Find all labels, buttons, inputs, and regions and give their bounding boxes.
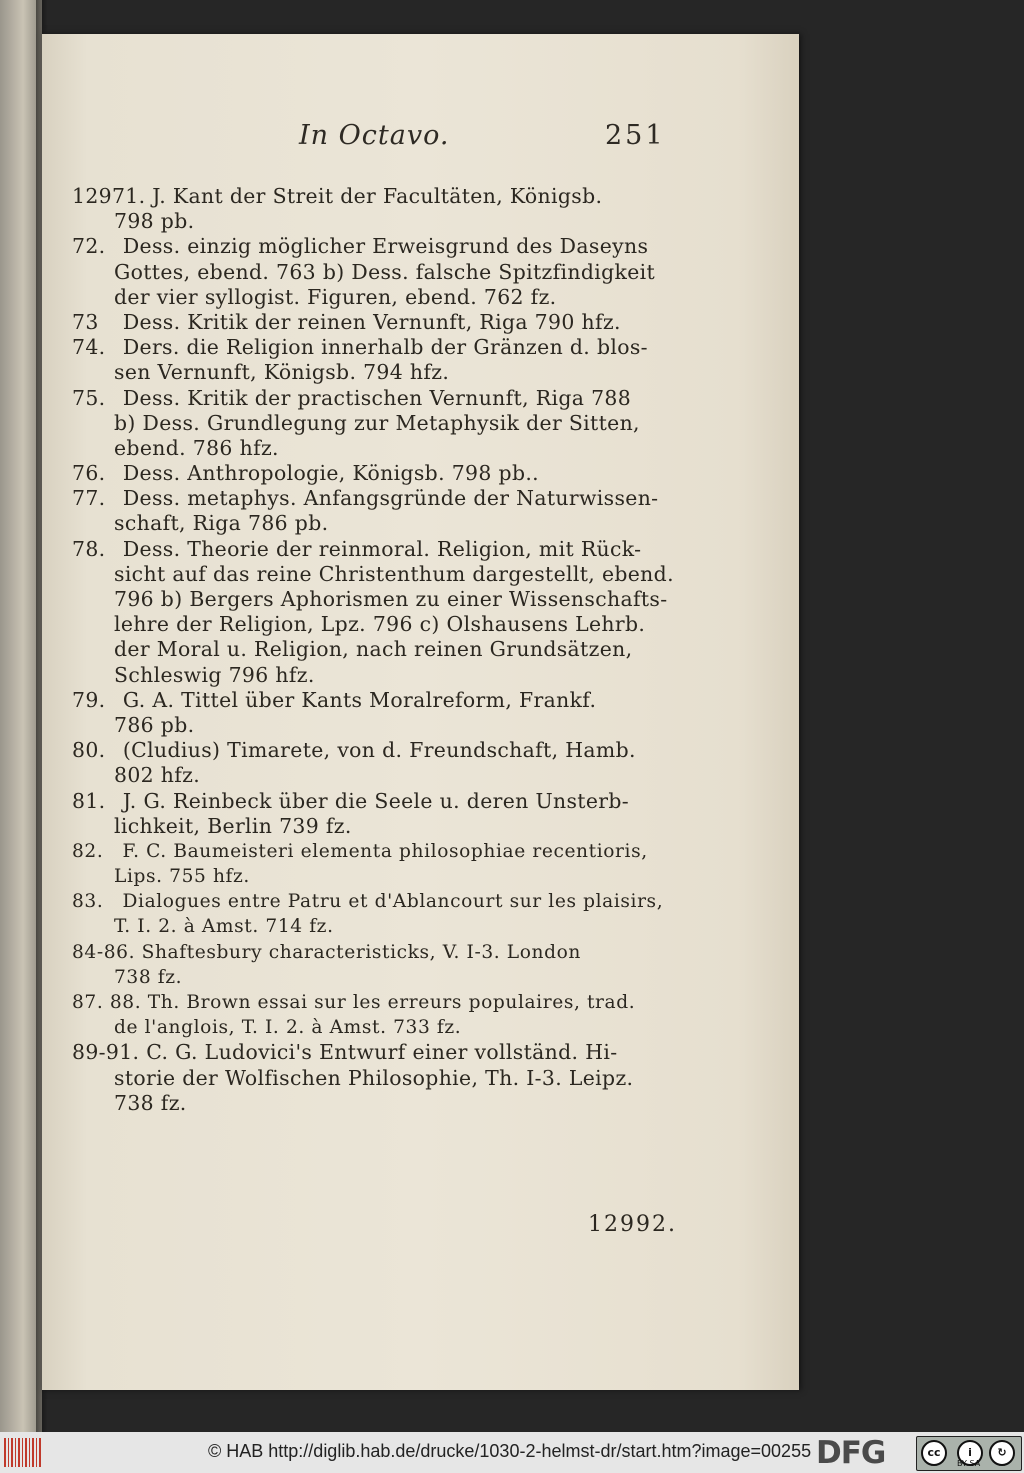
entry-line [72,789,672,814]
attribution-icon: i [957,1440,983,1466]
entry-text: J. G. Reinbeck über die Seele u. deren Unsterb- [122,788,629,813]
entry-text: T. I. 2. à Amst. 714 fz. [114,916,334,938]
closing-catch-number: 12992. [588,1212,677,1237]
entry-number: 82. [72,840,104,862]
entry-text: storie der Wolfischen Philosophie, Th. I-3. Leipz. [114,1065,634,1090]
entry-text: sicht auf das reine Christenthum dargestellt, ebend. [114,561,674,586]
entry-text: Ders. die Religion innerhalb der Gränzen d. blos- [122,335,648,360]
entry-number: 89-91. [72,1040,140,1065]
entry-number: 75. [72,385,106,410]
entry-line [72,1091,672,1116]
entry-number: 12971. [72,184,146,208]
viewer-footer [0,1432,1024,1473]
entry-line [72,310,672,335]
entry-text: (Cludius) Timarete, von d. Freundschaft, Hamb. [122,738,636,763]
entry-text: G. A. Tittel über Kants Moralreform, Frankf. [122,687,597,712]
entry-text: Dess. Anthropologie, Königsb. 798 pb.. [122,461,540,486]
entry-line [72,411,672,436]
entry-line [72,940,672,965]
entry-number: 74. [72,335,106,360]
entry-text: 738 fz. [114,1090,187,1115]
book-page [42,34,799,1390]
entry-line [72,461,672,486]
entry-line [72,537,672,562]
entry-text: der Moral u. Religion, nach reinen Grundsätzen, [114,637,633,662]
entry-line [72,562,672,587]
entry-number: 81. [72,788,106,813]
entry-line [72,1015,672,1040]
entry-text: Shaftesbury characteristicks, V. I-3. London [141,941,581,963]
entry-text: 802 hfz. [114,763,201,788]
entry-text: 738 fz. [114,966,183,988]
page-number: 251 [605,120,666,151]
entry-text: C. G. Ludovici's Entwurf einer vollständ. Hi- [146,1040,618,1065]
running-title: In Octavo. [299,120,450,151]
share-alike-icon: ↻ [989,1440,1015,1466]
barcode-icon [4,1438,42,1467]
entry-number: 72. [72,234,106,259]
entry-number: 73 [72,309,99,334]
entry-line [72,1040,672,1065]
entry-line [72,814,672,839]
entry-text: F. C. Baumeisteri elementa philosophiae recentioris, [122,840,648,862]
entry-number: 80. [72,738,106,763]
entry-number: 79. [72,687,106,712]
entry-text: 786 pb. [114,712,195,737]
license-label: BY SA [957,1459,981,1468]
entry-text: Dess. Kritik der practischen Vernunft, Riga 788 [122,385,632,410]
entry-text: 796 b) Bergers Aphorismen zu einer Wissenschafts- [114,587,668,611]
entry-line [72,889,672,914]
entry-line [72,285,672,310]
entry-text: Dess. Kritik der reinen Vernunft, Riga 790 hfz. [122,309,621,334]
entry-line [72,914,672,939]
entry-text: Lips. 755 hfz. [114,866,250,888]
entry-line [72,184,672,209]
running-head [42,120,799,160]
dfg-logo: DFG [816,1435,886,1471]
entry-line [72,688,672,713]
entry-text: der vier syllogist. Figuren, ebend. 762 fz. [114,284,557,309]
entry-text: Th. Brown essai sur les erreurs populaires, trad. [147,992,636,1013]
entry-line [72,260,672,285]
entry-text: lichkeit, Berlin 739 fz. [114,813,352,838]
entry-line [72,763,672,788]
entry-line [72,335,672,360]
entry-line [72,486,672,511]
entry-number: 78. [72,536,106,561]
entry-text: Gottes, ebend. 763 b) Dess. falsche Spitzfindigkeit [114,259,656,284]
entry-number: 87. 88. [72,992,142,1013]
entry-line [72,839,672,864]
cc-icon: cc [921,1440,947,1466]
entry-text: ebend. 786 hfz. [114,435,279,460]
entry-number: 76. [72,461,106,486]
entry-line [72,1066,672,1091]
entry-text: J. Kant der Streit der Facultäten, Königsb. [152,184,603,208]
entry-text: Schleswig 796 hfz. [114,662,315,687]
entry-text: Dess. Theorie der reinmoral. Religion, mit Rück- [122,536,642,561]
entry-text: de l'anglois, T. I. 2. à Amst. 733 fz. [114,1017,462,1039]
entry-line [72,386,672,411]
entry-text: sen Vernunft, Königsb. 794 hfz. [114,360,450,385]
entry-text: 798 pb. [114,209,195,234]
cc-license-badge[interactable] [916,1436,1022,1471]
entry-number: 77. [72,486,106,511]
entry-line [72,990,672,1015]
entry-line [72,864,672,889]
entry-line [72,234,672,259]
entry-text: Dess. einzig möglicher Erweisgrund des Daseyns [122,234,649,259]
entry-line [72,965,672,990]
entry-text: schaft, Riga 786 pb. [114,511,329,536]
entry-line [72,637,672,662]
entry-line [72,209,672,234]
entry-text: lehre der Religion, Lpz. 796 c) Olshausens Lehrb. [114,612,646,637]
footer-source-link[interactable]: © HAB http://diglib.hab.de/drucke/1030-2-helmst-dr/start.htm?image=00255 [208,1441,812,1461]
entry-text: Dess. metaphys. Anfangsgründe der Naturwissen- [122,486,659,511]
entry-text: Dialogues entre Patru et d'Ablancourt sur les plaisirs, [122,891,664,913]
entry-line [72,738,672,763]
entry-line [72,360,672,385]
entry-line [72,436,672,461]
entry-line [72,663,672,688]
entry-line [72,587,672,612]
entry-text: b) Dess. Grundlegung zur Metaphysik der Sitten, [114,410,640,435]
entry-number: 84-86. [72,941,136,963]
catalogue-entries [72,184,672,1116]
entry-line [72,713,672,738]
entry-line [72,612,672,637]
entry-number: 83. [72,891,104,913]
entry-line [72,511,672,536]
